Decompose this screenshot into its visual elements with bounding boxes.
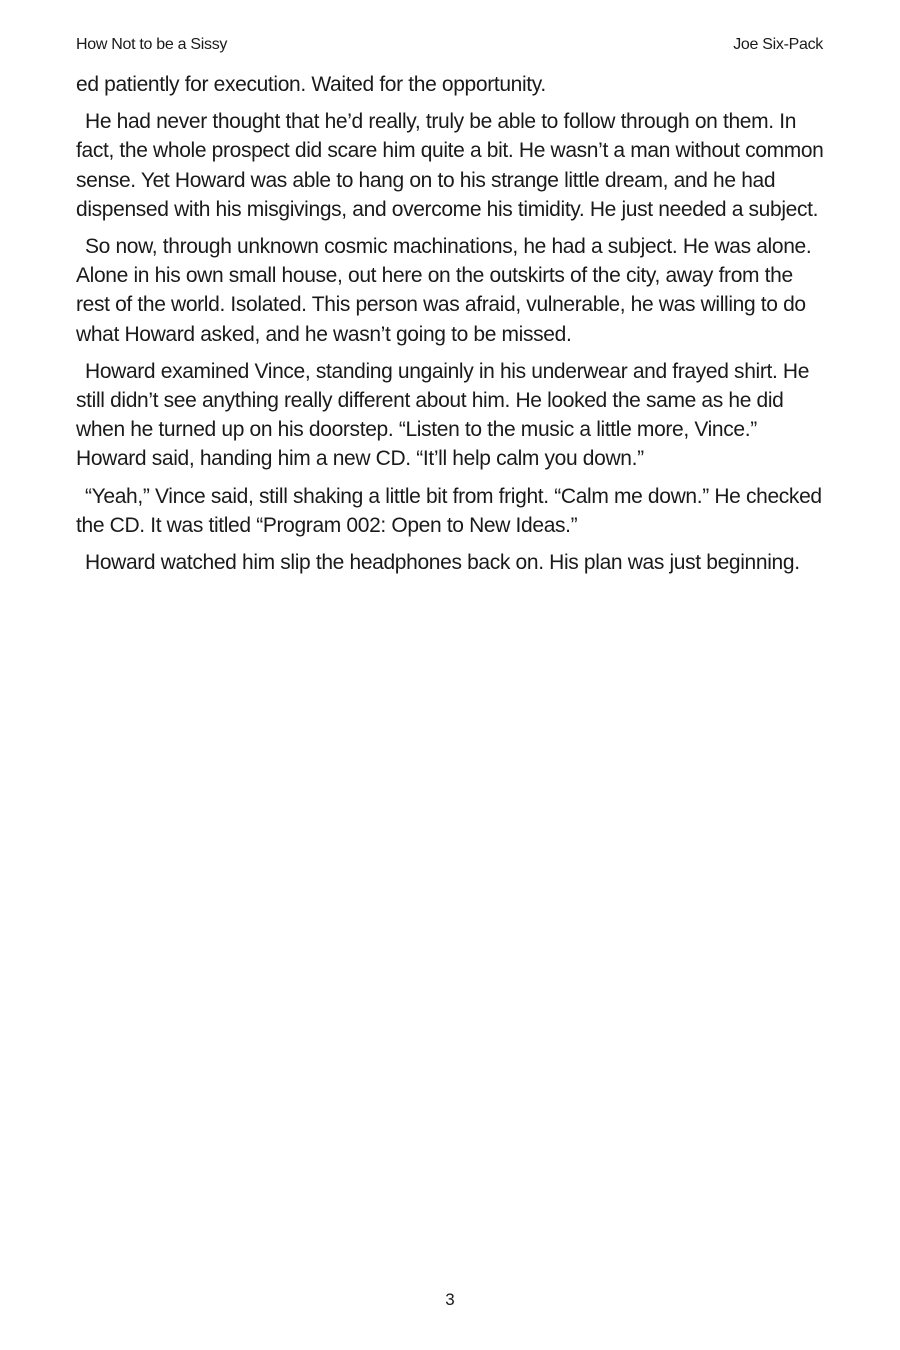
paragraph: Howard examined Vince, standing ungainly in his underwear and frayed shirt. He still didn’t see anything really different about him. He looked the same as he did when he turned up on his doorstep. “Listen to the music a little more, Vince.” Howard said, handing him a new CD. “It’ll help calm you down.” [76,359,810,471]
paragraph: He had never thought that he’d really, truly be able to follow through on them. In fact, the whole prospect did scare him quite a bit. He wasn’t a man without common sense. Yet Howard was able to hang on to his strange little dream, and he had dispensed with his misgivings, and overcome his timidity. He just needed a subject. [76,110,824,221]
running-header [76,36,823,54]
paragraph: So now, through unknown cosmic machinations, he had a subject. He was alone. Alone in his own small house, out here on the outskirts of the city, away from the rest of the world. Isolated. This person was afraid, vulnerable, he was willing to do what Howard asked, and he wasn’t going to be missed. [76,235,812,346]
page-number: 3 [445,1290,455,1309]
header-book-title: How Not to be a Sissy [76,36,228,53]
paragraph: “Yeah,” Vince said, still shaking a little bit from fright. “Calm me down.” He checked the CD. It was titled “Program 002: Open to New Ideas.” [76,484,822,537]
header-author: Joe Six-Pack [733,36,823,53]
paragraph: Howard watched him slip the headphones back on. His plan was just beginning. [85,551,800,575]
paragraph: ed patiently for execution. Waited for the opportunity. [76,73,546,96]
page-body [76,70,824,585]
